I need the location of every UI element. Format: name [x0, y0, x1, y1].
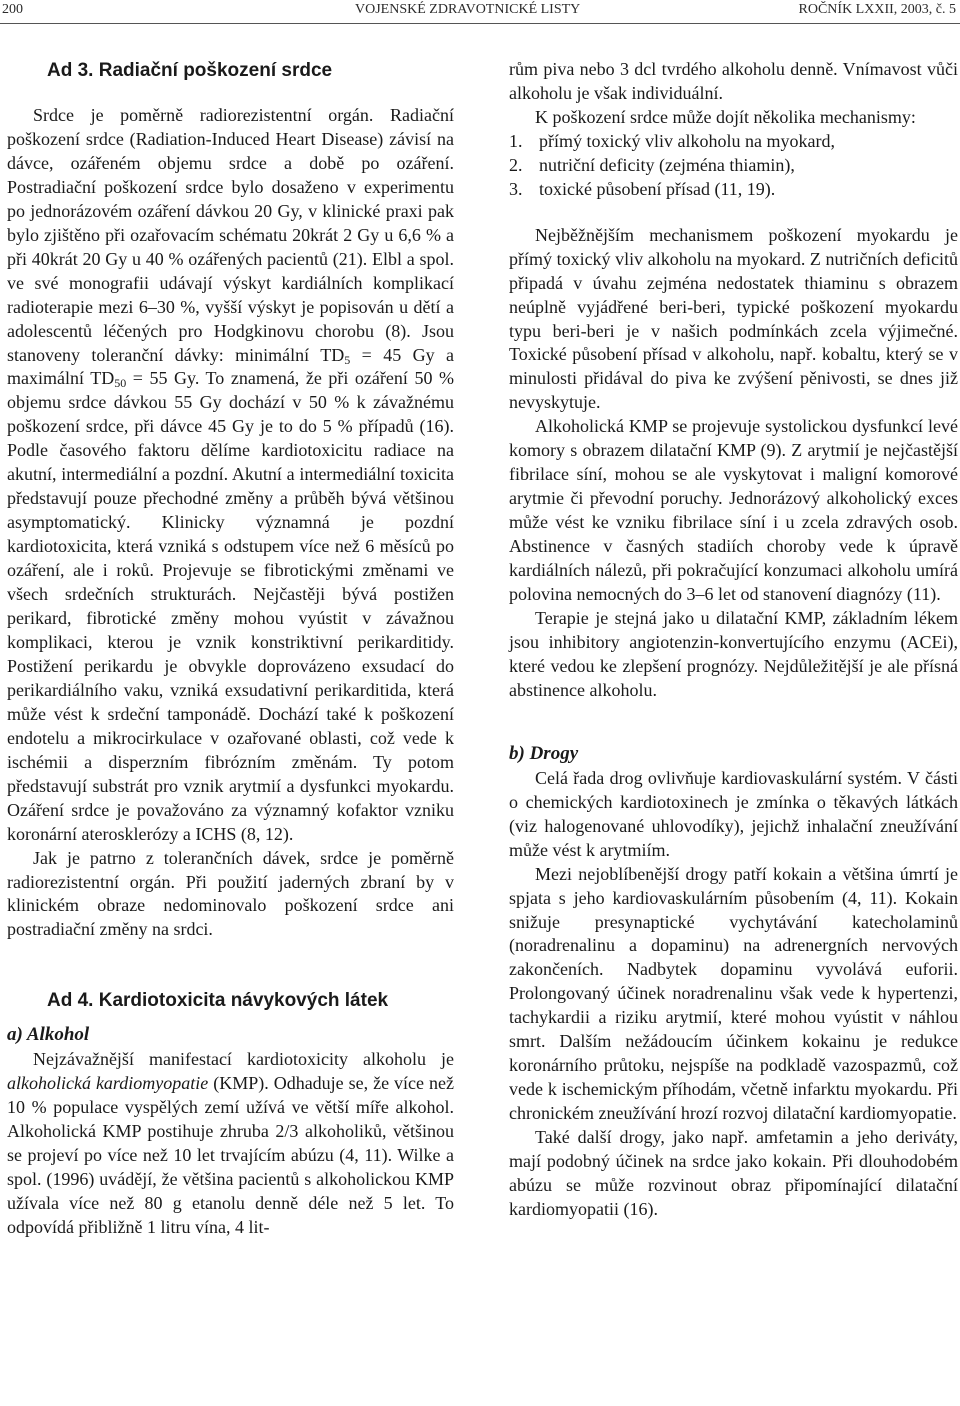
journal-title: VOJENSKÉ ZDRAVOTNICKÉ LISTY	[355, 2, 581, 17]
paragraph: Také další drogy, jako např. amfetamin a jeho deriváty, mají podobný účinek na srdce jako kokain. Při dlouhodobém abúzu se může rozvinout obraz připomínající dilatační kardiomyopatii (16).	[509, 1127, 958, 1219]
list-item: 3. toxické působení přísad (11, 19).	[509, 178, 776, 199]
left-column	[7, 58, 454, 1240]
right-column	[509, 58, 958, 1222]
list-item: 1. přímý toxický vliv alkoholu na myokard,	[509, 130, 835, 151]
header-rule	[0, 23, 960, 24]
paragraph: Jak je patrno z tolerančních dávek, srdce je poměrně radiorezistentní orgán. Při použití jaderných zbraní by v klinickém obraze nedominovalo poškození srdce ani postradiační změny na srdci.	[7, 847, 454, 940]
section-heading-ad3: Ad 3. Radiační poškození srdce	[47, 60, 333, 81]
paragraph: Srdce je poměrně radiorezistentní orgán. Radiační poškození srdce (Radiation-Induced Heart Disease) závisí na dávce, ozářeném objemu srdce a době po ozáření. Postradiační poškození srdce bylo dosaženo v experimentu po jednorázovém ozáření dávkou 20 Gy, v klinické praxi pak bylo zjištěno při ozařovacím schématu 20krát 2 Gy u 6,6 % a při 40krát 20 Gy u 40 % ozářených pacientů (21). Elbl a spol. ve své monografii udávají výskyt kardiálních komplikací radioterapie mezi 6–30 %, vyšší výskyt je popisován u dětí a adolescentů léčených pro Hodgkinovu chorobu (8). Jsou stanoveny toleranční dávky: minimální $TD_5 = 45$ Gy a maximální $TD_{50} = 55$ Gy. To znamená, že při ozáření 50 % objemu srdce dávkou 55 Gy dochází v 50 % k závažnému poškození srdce, při dávce 45 Gy je to do 5 % případů (16). Podle časového faktoru dělíme kardiotoxicitu radiace na akutní, intermediální a pozdní. Akutní a intermediální toxicita představují pouze přechodné změny a průběh bývá většinou asymptomatický. Klinicky významná je pozdní kardiotoxicita, která vzniká s odstupem více než 6 měsíců po ozáření, ale i roků. Projevuje se fibrotickými změnami ve všech srdečních strukturách. Nejčastěji bývá postižen perikard, fibrotické změny mohou vyústit v závažnou komplikaci, kterou je vznik konstriktivní perikarditidy. Postižení perikardu je obvykle doprovázeno exsudací do perikardiálního vaku, vzniká exsudativní perikarditida, která může vést k srdeční tamponádě. Dochází také k poškození endotelu a mikrocirkulace v ozařované oblasti, což vede k ischémii a disperzním fibrózním změnám. Ty potom představují substrát pro vznik arytmií a dysfunkci myokardu. Ozáření srdce je považováno za významný kofaktor vzniku koronární aterosklerózy a ICHS (8, 12).	[7, 105, 454, 844]
paragraph: K poškození srdce může dojít několika mechanismy:	[535, 106, 916, 127]
section-heading-ad4: Ad 4. Kardiotoxicita návykových látek	[47, 990, 389, 1012]
paragraph: rům piva nebo 3 dcl tvrdého alkoholu denně. Vnímavost vůči alkoholu je však individuální.	[509, 59, 958, 103]
paragraph: Nejběžnějším mechanismem poškození myokardu je přímý toxický vliv alkoholu na myokard. Z nutričních deficitů připadá v úvahu zejména nedostatek thiaminu s obrazem neúplně vyjádřené beri-beri, typické poškození myokardu typu beri-beri je v našich podmínkách zcela výjimečné. Toxické působení přísad v alkoholu, např. kobaltu, který se v minulosti přidával do piva ke zvýšení pěnivosti, se dnes již nevyskytuje.	[509, 224, 958, 413]
subsection-heading-alkohol: a) Alkohol	[7, 1024, 90, 1046]
volume-info: ROČNÍK LXXII, 2003, č. 5	[798, 2, 956, 17]
paragraph: Nejzávažnější manifestací kardiotoxicity alkoholu je alkoholická kardiomyopatie (KMP). Odhaduje se, že více než 10 % populace vyspělých zemí užívá ve větší míře alkohol. Alkoholická KMP postihuje zhruba 2/3 alkoholiků, většinou se projeví po více než 10 let trvajícím abúzu (4, 11). Wilke a spol. (1996) uvádějí, že většina pacientů s alkoholickou KMP užívala více než 80 g etanolu denně déle než 5 let. To odpovídá přibližně 1 litru vína, 4 lit-	[7, 1049, 454, 1238]
mechanism-list	[509, 130, 958, 202]
subsection-heading-drogy: b) Drogy	[509, 742, 579, 764]
list-item: 2. nutriční deficity (zejména thiamin),	[509, 154, 795, 175]
page-number: 200	[2, 2, 23, 17]
paragraph: Celá řada drog ovlivňuje kardiovaskulární systém. V části o chemických kardiotoxinech je zmínka o těkavých látkách (viz halogenované uhlovodíky), jejichž inhalační zneužívání může vést k arytmiím.	[509, 767, 958, 860]
paragraph: Alkoholická KMP se projevuje systolickou dysfunkcí levé komory s obrazem dilatační KMP (9). Z arytmií je nejčastější fibrilace síní, mohou se ale vyskytovat i maligní komorové arytmie či převodní poruchy. Jednorázový alkoholický exces může vést ke vzniku fibrilace síní i u zcela zdravých osob. Abstinence v časných stadiích choroby vede k úpravě kardiálních nálezů, při pokračující konzumaci alkoholu umírá polovina nemocných do 3–6 let od stanovení diagnózy (11).	[509, 416, 958, 605]
paragraph: Mezi nejoblíbenější drogy patří kokain a většina úmrtí je spjata s jeho kardiovaskulárním působením (4, 11). Kokain snižuje presynaptické vychytávání katecholaminů (noradrenalinu a dopaminu) na adrenergních nervových zakončeních. Nadbytek dopaminu vyvolává euforii. Prolongovaný účinek noradrenalinu však vede k hypertenzi, tachykardii a riziku arytmií, které mohou vyústit v náhlou smrt. Dalším nežádoucím účinkem kokainu je redukce koronárního průtoku, nejspíše na podkladě vazospazmů, což vede k ischemickým příhodám, včetně infarktu myokardu. Při chronickém zneužívání hrozí rozvoj dilatační kardiomyopatie.	[509, 863, 958, 1124]
paragraph: Terapie je stejná jako u dilatační KMP, základním lékem jsou inhibitory angiotenzin-konvertujícího enzymu (ACEi), které vedou ke zlepšení prognózy. Nejdůležitější je ale přísná abstinence alkoholu.	[509, 607, 958, 700]
